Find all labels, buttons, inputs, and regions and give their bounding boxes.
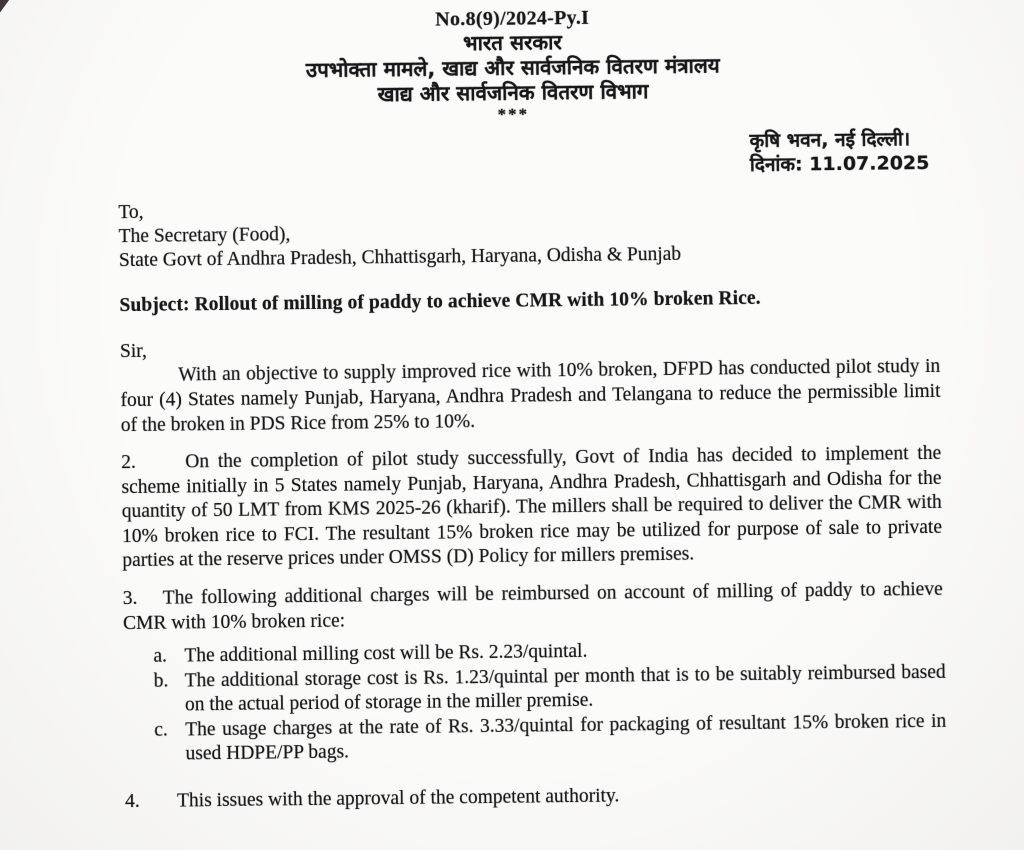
list-item-b-text: The additional storage cost is Rs. 1.23/quintal per month that is to be suitably reimbursed based on the actual period of storage in the miller premise. — [184, 661, 946, 716]
paragraph-3 — [123, 578, 944, 636]
reference-number: No.8(9)/2024-Py.I — [435, 6, 590, 31]
list-item-b — [154, 660, 947, 718]
paragraph-3-text: The following additional charges will be reimbursed on account of milling of paddy to achieve CMR with 10% broken rice: — [122, 578, 943, 634]
separator-stars: *** — [497, 104, 530, 124]
recipient-line: The Secretary (Food), — [118, 224, 291, 248]
list-item-a-text: The additional milling cost will be Rs. 2.23/quintal. — [184, 640, 588, 667]
paragraph-2-text: On the completion of pilot study successfully, Govt of India has decided to implement the scheme initially in 5 States namely Punjab, Haryana, Andhra Pradesh, Chhattisgarh and Odisha for the quantity of 50 LMT from KMS 2025-26 (kharif). The millers shall be required to deliver the CMR with 10% broken rice to FCI. The resultant 15% broken rice may be utilized for purpose of sale to private parties at the reserve prices under OMSS (D) Policy for millers premises. — [121, 443, 943, 572]
date-line: दिनांक: 11.07.2025 — [749, 152, 930, 177]
paragraph-4-number: 4. — [124, 790, 140, 813]
salutation: Sir, — [119, 341, 147, 363]
recipient-states-line: State Govt of Andhra Pradesh, Chhattisgarh, Haryana, Odisha & Punjab — [118, 244, 682, 272]
list-item-a-letter: a. — [153, 645, 168, 667]
ministry-heading: उपभोक्ता मामले, खाद्य और सार्वजनिक वितरण मंत्रालय — [305, 53, 720, 83]
place-line: कृषि भवन, नई दिल्ली। — [749, 127, 911, 152]
charges-list — [153, 636, 946, 768]
paragraph-2-number: 2. — [121, 452, 136, 474]
address-block — [118, 191, 1024, 274]
list-item-c-letter: c. — [154, 719, 168, 741]
list-item-b-letter: b. — [153, 670, 169, 692]
paragraph-1 — [120, 355, 941, 438]
list-item-c-text: The usage charges at the rate of Rs. 3.33/quintal for packaging of resultant 15% broken rice in used HDPE/PP bags. — [185, 710, 947, 765]
to-label: To, — [118, 201, 144, 224]
list-item-c — [154, 710, 947, 768]
paragraph-4 — [125, 781, 945, 815]
paragraph-2 — [121, 442, 942, 574]
paragraph-4-text: This issues with the approval of the competent authority. — [176, 785, 620, 812]
paragraph-1-text: With an objective to supply improved rice with 10% broken, DFPD has conducted pilot study in four (4) States namely Punjab, Haryana, Andhra Pradesh and Telangana to reduce the permissible limit of the broken in PDS Rice from 25% to 10%. — [120, 356, 941, 436]
place-date-block — [749, 125, 1024, 178]
subject-line: Subject: Rollout of milling of paddy to achieve CMR with 10% broken Rice. — [119, 288, 761, 317]
department-heading: खाद्य और सार्वजनिक वितरण विभाग — [377, 79, 649, 107]
paragraph-3-number: 3. — [122, 587, 138, 610]
govt-of-india-heading: भारत सरकार — [463, 30, 562, 56]
